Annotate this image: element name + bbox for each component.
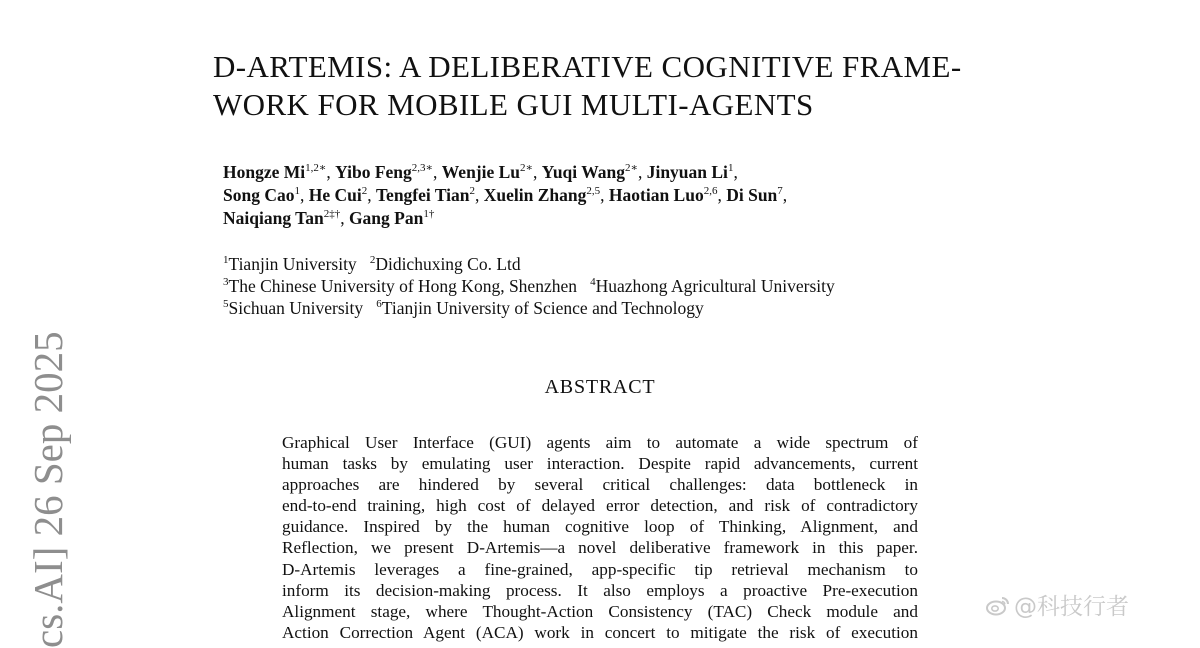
abstract-line: end-to-end training, high cost of delayed error detection, and risk of contradictory: [282, 496, 918, 516]
affiliation-line: [223, 253, 983, 275]
author-name: Yibo Feng: [335, 162, 412, 182]
author-name: He Cui: [308, 185, 362, 205]
paper-title: [213, 48, 1003, 124]
affiliation-name: Tianjin University of Science and Technology: [381, 298, 704, 318]
author-name: Gang Pan: [348, 208, 424, 228]
affiliation-marker: 1: [223, 254, 229, 266]
abstract-line: approaches are hindered by several critical challenges: data bottleneck in: [282, 475, 918, 495]
abstract-line: D-Artemis leverages a fine-grained, app-specific tip retrieval mechanism to: [282, 559, 918, 579]
affiliation-marker: 5: [223, 298, 229, 310]
author-line: Naiqiang Tan$^{2\ddagger\dagger}$, Gang Pan$^{1\dagger}$: [223, 208, 435, 228]
abstract-heading: ABSTRACT: [544, 376, 656, 398]
affiliation-marker: 4: [590, 276, 596, 288]
author-name: Jinyuan Li: [646, 162, 728, 182]
abstract-line: Alignment stage, where Thought-Action Consistency (TAC) Check module and: [282, 601, 918, 621]
title-line-1: D-ARTEMIS: A DELIBERATIVE COGNITIVE FRAME-: [213, 49, 962, 84]
author-marker: 2‡†: [323, 208, 341, 220]
author-name: Haotian Luo: [608, 185, 704, 205]
affiliation-name: Didichuxing Co. Ltd: [375, 254, 521, 274]
author-name: Yuqi Wang: [541, 162, 625, 182]
abstract-line: human tasks by emulating user interaction. Despite rapid advancements, current: [282, 454, 918, 474]
author-marker: 7: [777, 185, 783, 197]
author-marker: 2∗: [520, 162, 534, 174]
author-list: [223, 161, 983, 230]
author-name: Naiqiang Tan: [223, 208, 324, 228]
arxiv-side-stamp: cs.AI] 26 Sep 2025: [25, 331, 71, 648]
affiliation-name: Sichuan University: [228, 298, 364, 318]
author-marker: 2,5: [586, 185, 601, 197]
author-name: Xuelin Zhang: [483, 185, 587, 205]
author-marker: 2: [469, 185, 476, 197]
affiliation-marker: 3: [223, 276, 229, 288]
author-name: Song Cao: [223, 185, 295, 205]
affiliation-list: [223, 253, 983, 319]
abstract-line: Action Correction Agent (ACA) work in concert to mitigate the risk of execution: [282, 622, 918, 642]
affiliation-name: The Chinese University of Hong Kong, Shenzhen: [228, 276, 577, 296]
author-name: Hongze Mi: [223, 162, 306, 182]
author-marker: 1,2∗: [305, 162, 327, 174]
author-marker: 2,6: [703, 185, 718, 197]
author-marker: 2: [361, 185, 368, 197]
author-line: Hongze $Mi^{1,2∗}$, Yibo Feng$^{2,3∗}$, Wenjie $Lu^{2∗}$, Yuqi Wang$^{2∗}$, Jinyuan Li$^1$,: [223, 162, 738, 182]
affiliation-name: Tianjin University: [228, 254, 357, 274]
affiliation-line: [223, 275, 983, 297]
title-line-2: WORK FOR MOBILE GUI MULTI-AGENTS: [213, 87, 814, 122]
weibo-logo-icon: [985, 594, 1011, 616]
author-marker: 1†: [423, 208, 435, 220]
author-name: Tengfei Tian: [375, 185, 470, 205]
author-marker: 2∗: [624, 162, 638, 174]
author-marker: 1: [727, 162, 734, 174]
author-marker: 2,3∗: [411, 162, 434, 174]
abstract-line: guidance. Inspired by the human cognitive loop of Thinking, Alignment, and: [282, 517, 918, 537]
watermark: [985, 588, 1129, 621]
abstract-line: Graphical User Interface (GUI) agents aim to automate a wide spectrum of: [282, 433, 918, 452]
abstract-line: Reflection, we present D-Artemis—a novel deliberative framework in this paper.: [282, 538, 918, 558]
abstract-line: inform its decision-making process. It also employs a proactive Pre-execution: [282, 580, 918, 600]
affiliation-line: [223, 297, 983, 319]
watermark-text: @科技行者: [1014, 594, 1129, 620]
affiliation-name: Huazhong Agricultural University: [595, 276, 835, 296]
author-name: Wenjie Lu: [441, 162, 521, 182]
author-marker: 1: [294, 185, 300, 197]
author-line: Song Cao$^1$, He Cui$^2$, Tengfei Tian$^2$, Xuelin Zhang$^{2,5}$, Haotian Luo$^{2,6}$, Di Sun$^7$,: [223, 185, 788, 205]
abstract-body: [282, 432, 918, 643]
affiliation-marker: 6: [376, 298, 382, 310]
author-name: Di Sun: [726, 185, 778, 205]
affiliation-marker: 2: [369, 254, 376, 266]
